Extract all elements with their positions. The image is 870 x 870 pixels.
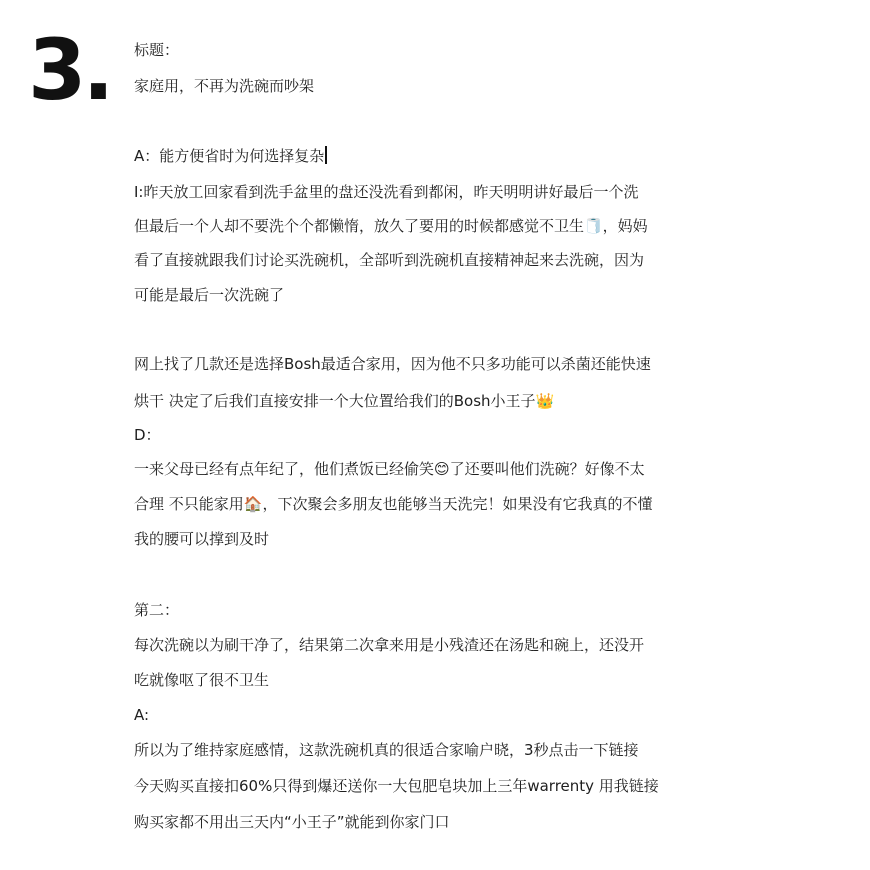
paragraph-line: 吃就像呕了很不卫生 <box>134 671 270 689</box>
section-number: 3. <box>28 21 111 119</box>
paragraph-line: 购买家都不用出三天内“小王子”就能到你家门口 <box>134 813 450 831</box>
paragraph-line: 合理 不只能家用🏠，下次聚会多朋友也能够当天洗完！如果没有它我真的不懂 <box>134 495 653 513</box>
title-text: 家庭用，不再为洗碗而吵架 <box>134 77 315 95</box>
section-a2-heading: A: <box>134 706 150 724</box>
paragraph-line: 烘干 决定了后我们直接安排一个大位置给我们的Bosh小王子👑 <box>134 392 555 410</box>
section-a-heading-text: A：能方便省时为何选择复杂 <box>134 147 325 165</box>
section-d-heading: D： <box>134 426 161 444</box>
paragraph-line: 今天购买直接扣60%只得到爆还送你一大包肥皂块加上三年warrenty 用我链接 <box>134 777 659 795</box>
paragraph-line: 看了直接就跟我们讨论买洗碗机，全部听到洗碗机直接精神起来去洗碗，因为 <box>134 251 645 269</box>
text-cursor <box>325 146 327 164</box>
paragraph-line: 所以为了维持家庭感情，这款洗碗机真的很适合家喻户晓，3秒点击一下链接 <box>134 741 639 759</box>
section-a-heading[interactable] <box>134 146 327 166</box>
paragraph-line: 可能是最后一次洗碗了 <box>134 286 285 304</box>
title-label: 标题： <box>134 41 180 59</box>
paragraph-line: 一来父母已经有点年纪了，他们煮饭已经偷笑😊了还要叫他们洗碗？好像不太 <box>134 460 645 478</box>
paragraph-line: I:昨天放工回家看到洗手盆里的盘还没洗看到都闲，昨天明明讲好最后一个洗 <box>134 183 639 201</box>
paragraph-line: 网上找了几款还是选择Bosh最适合家用，因为他不只多功能可以杀菌还能快速 <box>134 355 651 373</box>
paragraph-line: 每次洗碗以为刷干净了，结果第二次拿来用是小残渣还在汤匙和碗上，还没开 <box>134 636 645 654</box>
section-second-heading: 第二： <box>134 601 180 619</box>
paragraph-line: 我的腰可以撑到及时 <box>134 530 270 548</box>
paragraph-line: 但最后一个人却不要洗个个都懒惰，放久了要用的时候都感觉不卫生🧻，妈妈 <box>134 217 648 235</box>
